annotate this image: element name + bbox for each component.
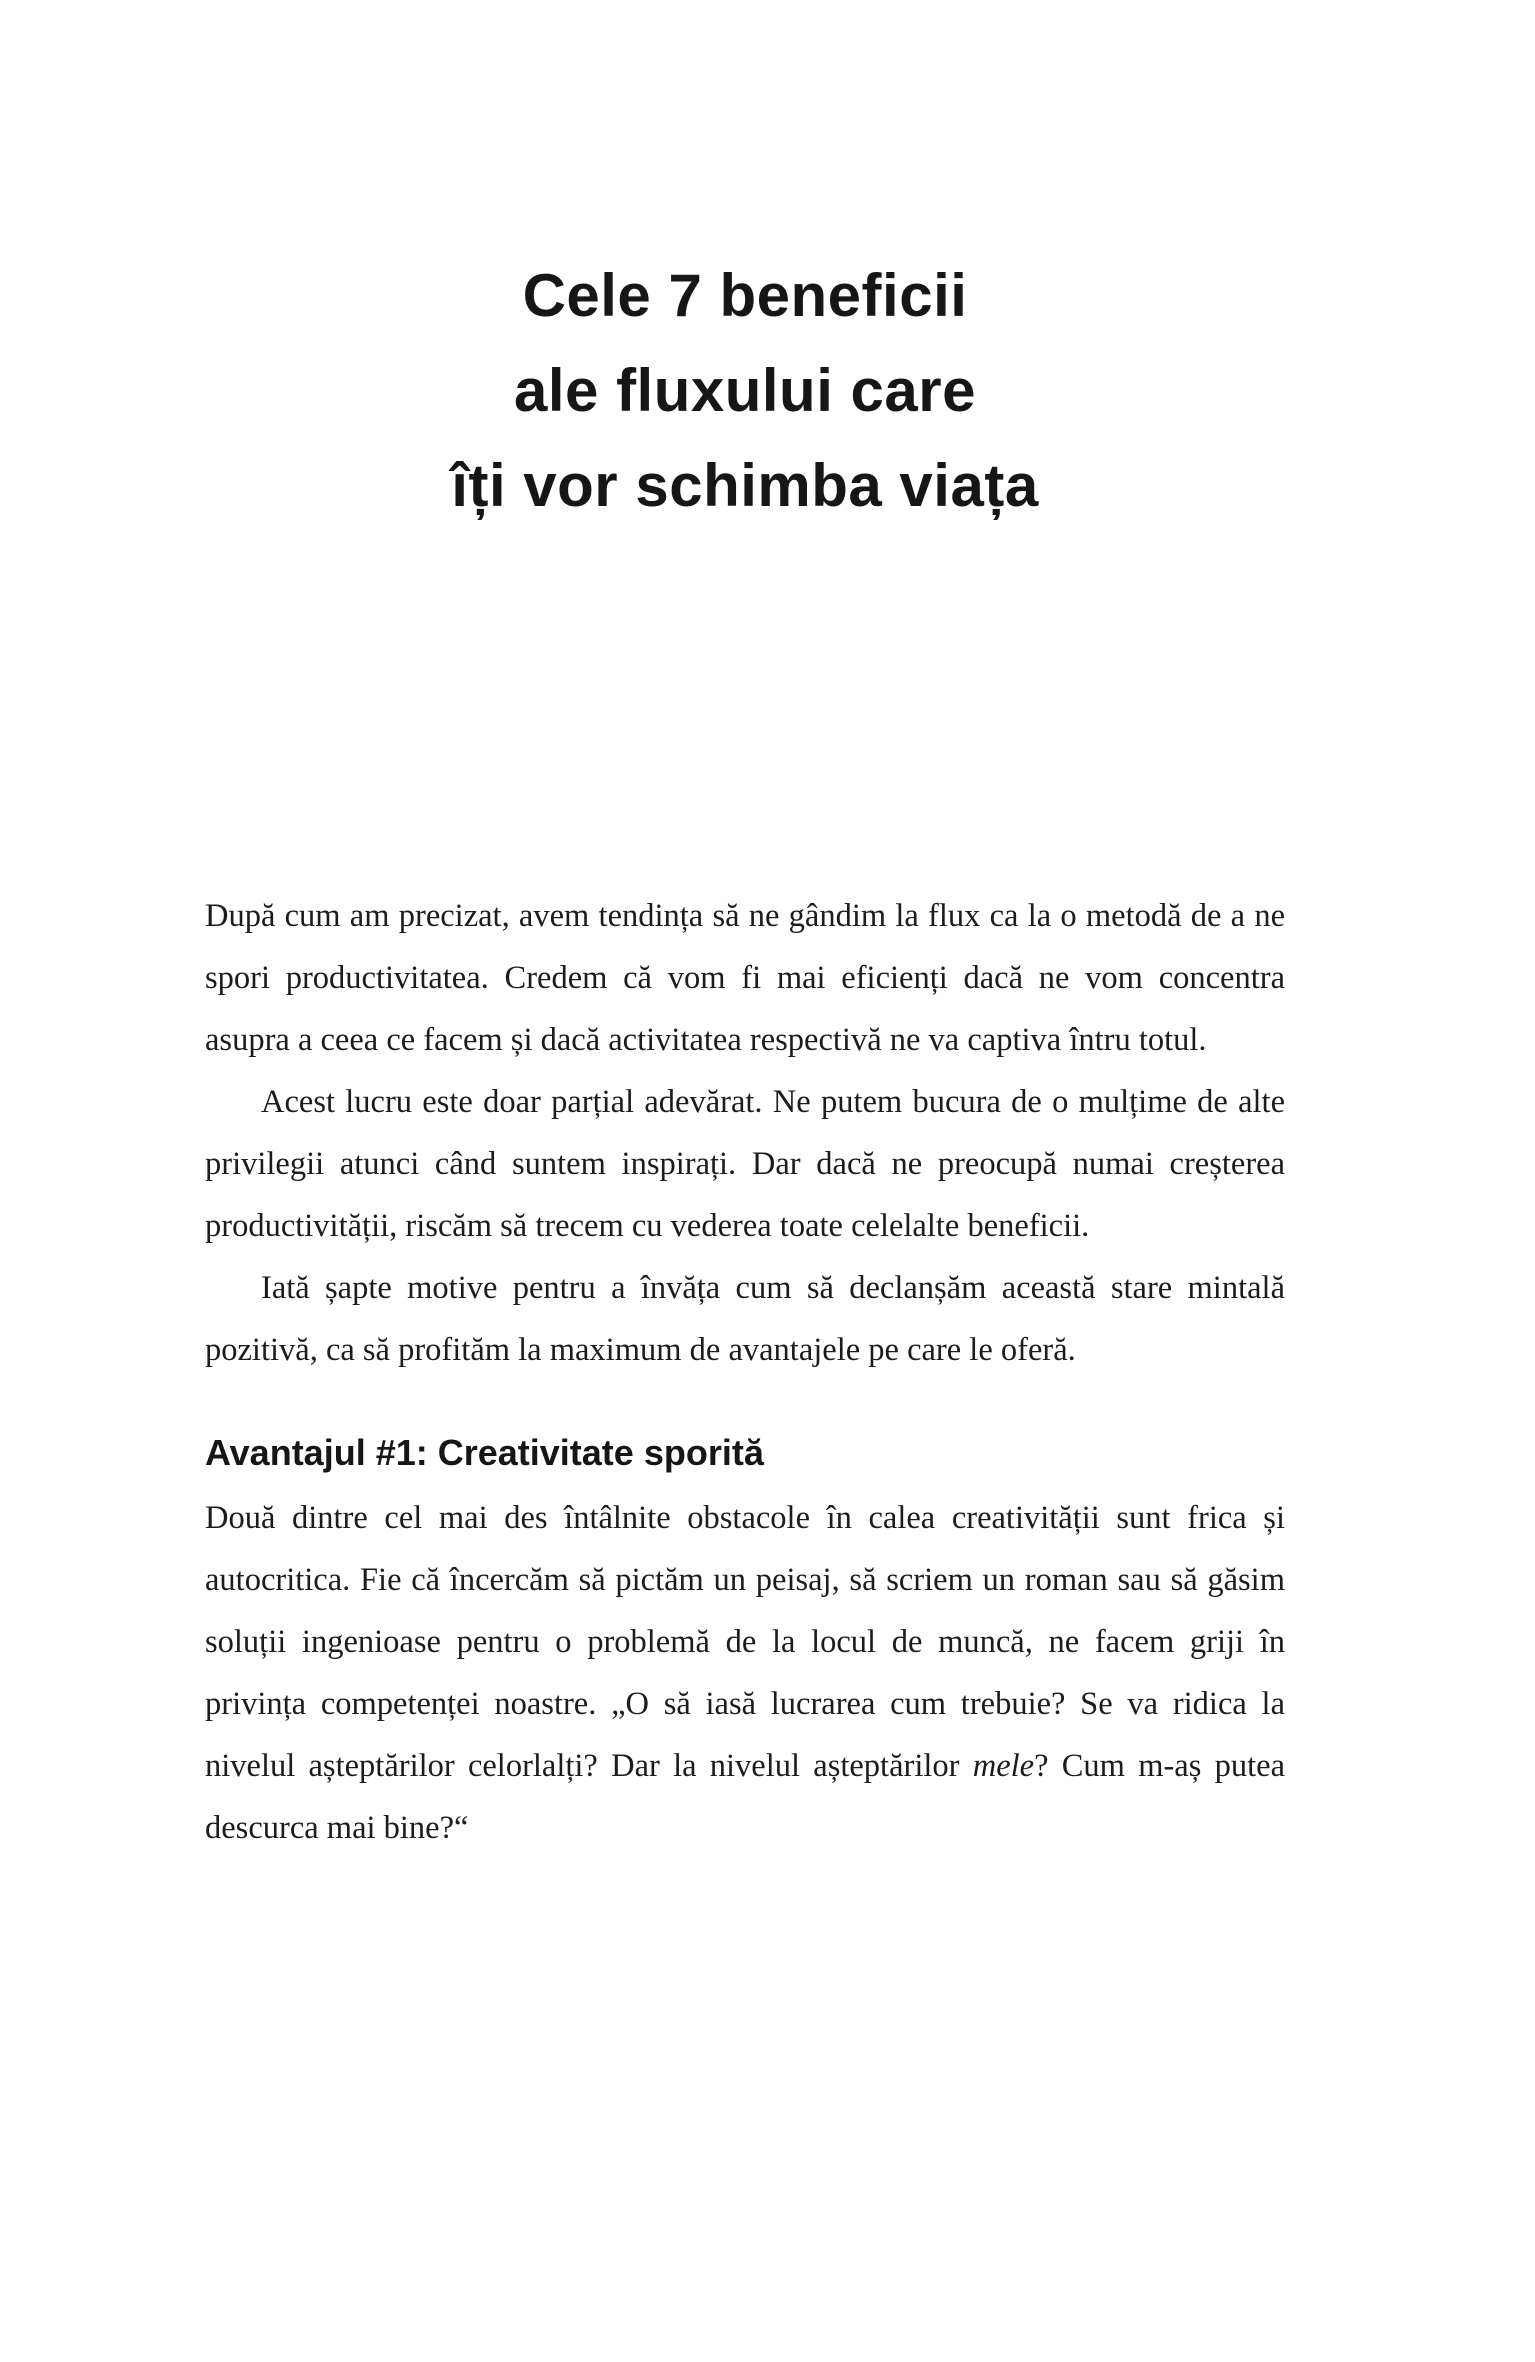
body-text	[205, 885, 1285, 1859]
paragraph-creativity	[205, 1487, 1285, 1859]
chapter-title-line-2: ale fluxului care	[513, 357, 976, 424]
chapter-title	[205, 248, 1285, 533]
paragraph-partial-truth: Acest lucru este doar parțial adevărat. Ne putem bucura de o mulțime de alte privilegii atunci când suntem inspirați. Dar dacă ne preocupă numai creșterea productivității, riscăm să trecem cu vederea toate celelalte beneficii.	[205, 1084, 1285, 1244]
paragraph-creativity-italic-word: mele	[972, 1748, 1035, 1784]
paragraph-seven-reasons: Iată șapte motive pentru a învăța cum să declanșăm această stare mintală pozitivă, ca să profităm la maximum de avantajele pe care le oferă.	[205, 1270, 1285, 1368]
section-heading-advantage-1: Avantajul #1: Creativitate sporită	[205, 1432, 764, 1473]
chapter-title-line-3: îți vor schimba viața	[451, 452, 1039, 519]
chapter-title-line-1: Cele 7 beneficii	[522, 262, 968, 329]
paragraph-creativity-text-after: ? Cum m-aș putea descurca mai bine?“	[205, 1748, 1286, 1846]
paragraph-creativity-text-before: Două dintre cel mai des întâlnite obstacole în calea creativității sunt frica și autocritica. Fie că încercăm să pictăm un peisaj, să scriem un roman sau să găsim soluții ingenioase pentru o problemă de la locul de muncă, ne facem griji în privința competenței noastre. „O să iasă lucrarea cum trebuie? Se va ridica la nivelul așteptărilor celorlalți? Dar la nivelul așteptărilor	[205, 1500, 1285, 1784]
paragraph-intro: După cum am precizat, avem tendința să ne gândim la flux ca la o metodă de a ne spori productivitatea. Credem că vom fi mai eficienți dacă ne vom concentra asupra a ceea ce facem și dacă activitatea respectivă ne va captiva întru totul.	[205, 898, 1285, 1058]
